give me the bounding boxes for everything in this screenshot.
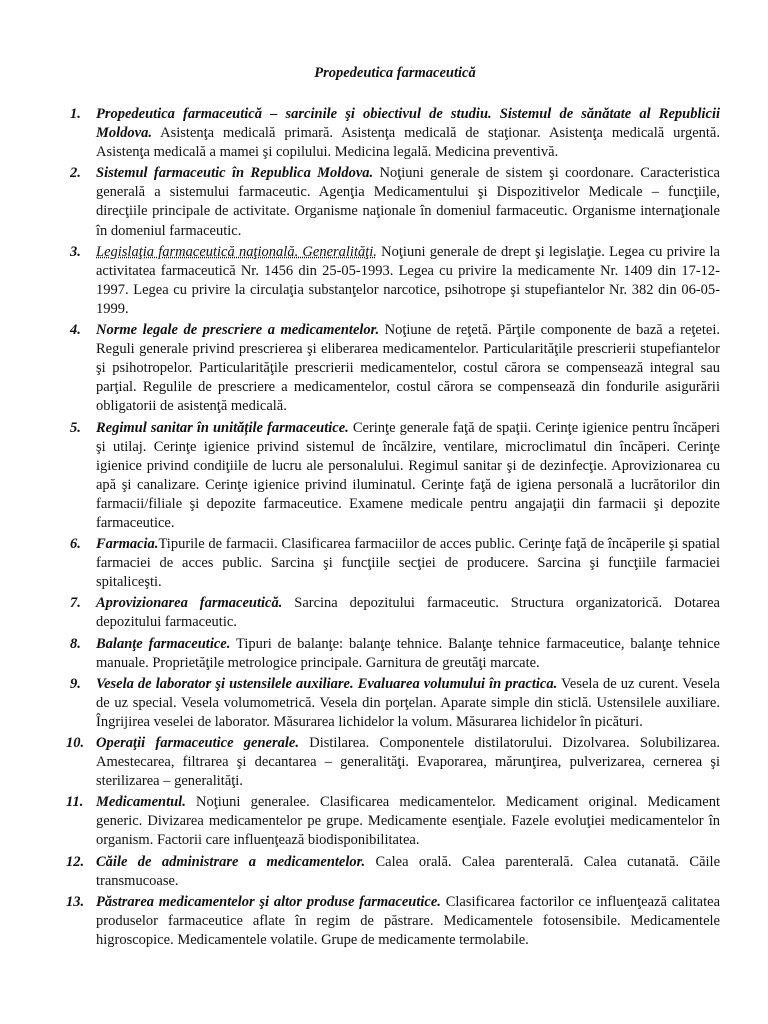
topic-list bbox=[66, 105, 721, 950]
item-text: Vesela de uz curent. Vesela de uz special. Vesela volumometrică. Vesela din porţelan. Aparate simple din sticlă. Ustensilele auxiliare. Îngrijirea veselei de laborator. Măsurarea lichidelor la volum. Măsurarea lichidelor în picături. bbox=[96, 675, 720, 730]
list-item bbox=[66, 893, 720, 950]
item-heading: Păstrarea medicamentelor şi altor produse farmaceutice. bbox=[96, 893, 441, 910]
list-item bbox=[70, 419, 720, 534]
list-item bbox=[70, 675, 720, 732]
item-heading: Medicamentul. bbox=[96, 794, 186, 811]
item-text: Noţiuni generale de drept şi legislaţie. Legea cu privire la activitatea farmaceutică Nr. 1456 din 25-05-1993. Legea cu privire la medicamente Nr. 1409 din 17-12-1997. Legea cu privire la circulaţia substanţelor narcotice, psihotrope şi stupefiantelor Nr. 382 din 06-05-1999. bbox=[96, 243, 720, 317]
item-number: 7. bbox=[70, 595, 81, 612]
item-text: Cerinţe generale faţă de spaţii. Cerinţe igienice pentru încăperi şi utilaj. Cerinţe igienice privind sistemul de încălzire, ventilare, microclimatul din încăperi. Cerinţe igienice privind condiţiile de lucru ale personalului. Regimul sanitar şi de dezinfecţie. Aprovizionarea cu apă şi canalizare. Cerinţe igienice privind iluminatul. Cerinţe faţă de igiena personală a lucrătorilor din farmacii/filiale şi depozite farmaceutice. Examene medicale pentru angajaţii din farmacii şi depozite farmaceutice. bbox=[96, 419, 720, 531]
item-heading: Regimul sanitar în unitățile farmaceutice. bbox=[96, 419, 349, 436]
item-text: Calea orală. Calea parenterală. Calea cutanată. Căile transmucoase. bbox=[96, 853, 721, 889]
list-item bbox=[70, 321, 720, 416]
item-number: 2. bbox=[70, 165, 81, 182]
item-heading: Căile de administrare a medicamentelor. bbox=[96, 853, 366, 870]
item-text: Clasificarea factorilor ce influenţează calitatea produselor farmaceutice aflate în regim de păstrare. Medicamentele fotosensibile. Medicamentele higroscopice. Medicamentele volatile. Grupe de medicamente termolabile. bbox=[96, 893, 720, 948]
list-item bbox=[70, 164, 720, 240]
item-text: Tipurile de farmacii. Clasificarea farmaciilor de acces public. Cerinţe faţă de încăperile şi spatial farmaciei de acces public. Sarcina şi funcţiile secţiei de producere. Sarcina şi funcţiile farmaciei spitaliceşti. bbox=[96, 536, 720, 591]
item-text: Noţiune de reţetă. Părţile componente de bază a reţetei. Reguli generale privind prescrierea şi eliberarea medicamentelor. Particularităţile prescrierii stupefiantelor şi psihotropelor. Particularităţile prescrierii medicamentelor, costul cărora se compensează integral sau parţial. Regulile de prescriere a medicamentelor, costul cărora se compensează din fondurile asigurării obligatorii de asistenţă medicală. bbox=[96, 322, 720, 415]
list-item bbox=[70, 535, 720, 592]
list-item bbox=[70, 594, 720, 632]
item-text: Noţiuni generale de sistem şi coordonare. Caracteristica generală a sistemului farmaceutic. Agenţia Medicamentului şi Dispozitivelor Medicale – funcţiile, direcţiile principale de activitate. Organisme naţionale în domeniul farmaceutic. Organisme internaţionale în domeniul farmaceutic. bbox=[96, 165, 720, 239]
item-heading: Aprovizionarea farmaceutică. bbox=[96, 595, 283, 612]
list-item bbox=[66, 853, 721, 891]
item-heading: Norme legale de prescriere a medicamentelor. bbox=[96, 322, 380, 339]
item-heading: Sistemul farmaceutic în Republica Moldova. bbox=[96, 165, 374, 182]
item-number: 13. bbox=[66, 893, 85, 910]
document-title: Propedeutica farmaceutică bbox=[314, 65, 476, 81]
item-number: 12. bbox=[66, 853, 85, 870]
item-number: 10. bbox=[66, 735, 85, 751]
item-number: 4. bbox=[70, 322, 81, 339]
item-text: Noţiuni generalee. Clasificarea medicamentelor. Medicament original. Medicament generic. Divizarea medicamentelor pe grupe. Medicamente esenţiale. Fazele evoluţiei medicamentelor în organism. Factorii care influenţează biodisponibilitatea. bbox=[96, 794, 720, 849]
item-heading: Balanţe farmaceutice. bbox=[96, 635, 231, 652]
item-heading: Legislaţia farmaceutică naţională. Generalităţi. bbox=[96, 243, 377, 260]
item-heading: Propedeutica farmaceutică – sarcinile şi obiectivul de studiu. Sistemul de sănătate al Republicii Moldova. bbox=[96, 106, 720, 142]
item-text: Tipuri de balanţe: balanţe tehnice. Balanţe tehnice farmaceutice, balanţe tehnice manuale. Proprietăţile metrologice principale. Garnitura de greutăţi marcate. bbox=[96, 635, 720, 671]
list-item bbox=[70, 105, 720, 162]
item-text: Sarcina depozitului farmaceutic. Structura organizatorică. Dotarea depozitului farmaceutic. bbox=[96, 595, 720, 631]
item-text: Asistenţa medicală primară. Asistenţa medicală de staţionar. Asistenţa medicală urgentă. Asistenţa medicală a mamei şi copilului. Medicina legală. Medicina preventivă. bbox=[96, 125, 720, 161]
item-heading: Vesela de laborator şi ustensilele auxiliare. Evaluarea volumului în practica. bbox=[96, 675, 558, 692]
item-number: 8. bbox=[70, 635, 81, 652]
list-item bbox=[70, 635, 720, 673]
item-heading: Farmacia. bbox=[96, 536, 159, 553]
item-number: 11. bbox=[66, 794, 84, 811]
item-number: 1. bbox=[70, 106, 81, 122]
item-number: 5. bbox=[70, 419, 81, 436]
item-number: 9. bbox=[70, 675, 81, 692]
item-text: Distilarea. Componentele distilatorului. Dizolvarea. Solubilizarea. Amestecarea, filtrarea şi decantarea – generalităţi. Evaporarea, mărunţirea, pulverizarea, cernerea şi sterilizarea – generalităţi. bbox=[96, 735, 721, 790]
list-item bbox=[70, 243, 720, 319]
item-number: 3. bbox=[70, 243, 81, 260]
list-item bbox=[66, 793, 720, 850]
item-heading: Operaţii farmaceutice generale. bbox=[96, 735, 299, 751]
item-number: 6. bbox=[70, 536, 81, 553]
list-item bbox=[66, 734, 721, 791]
